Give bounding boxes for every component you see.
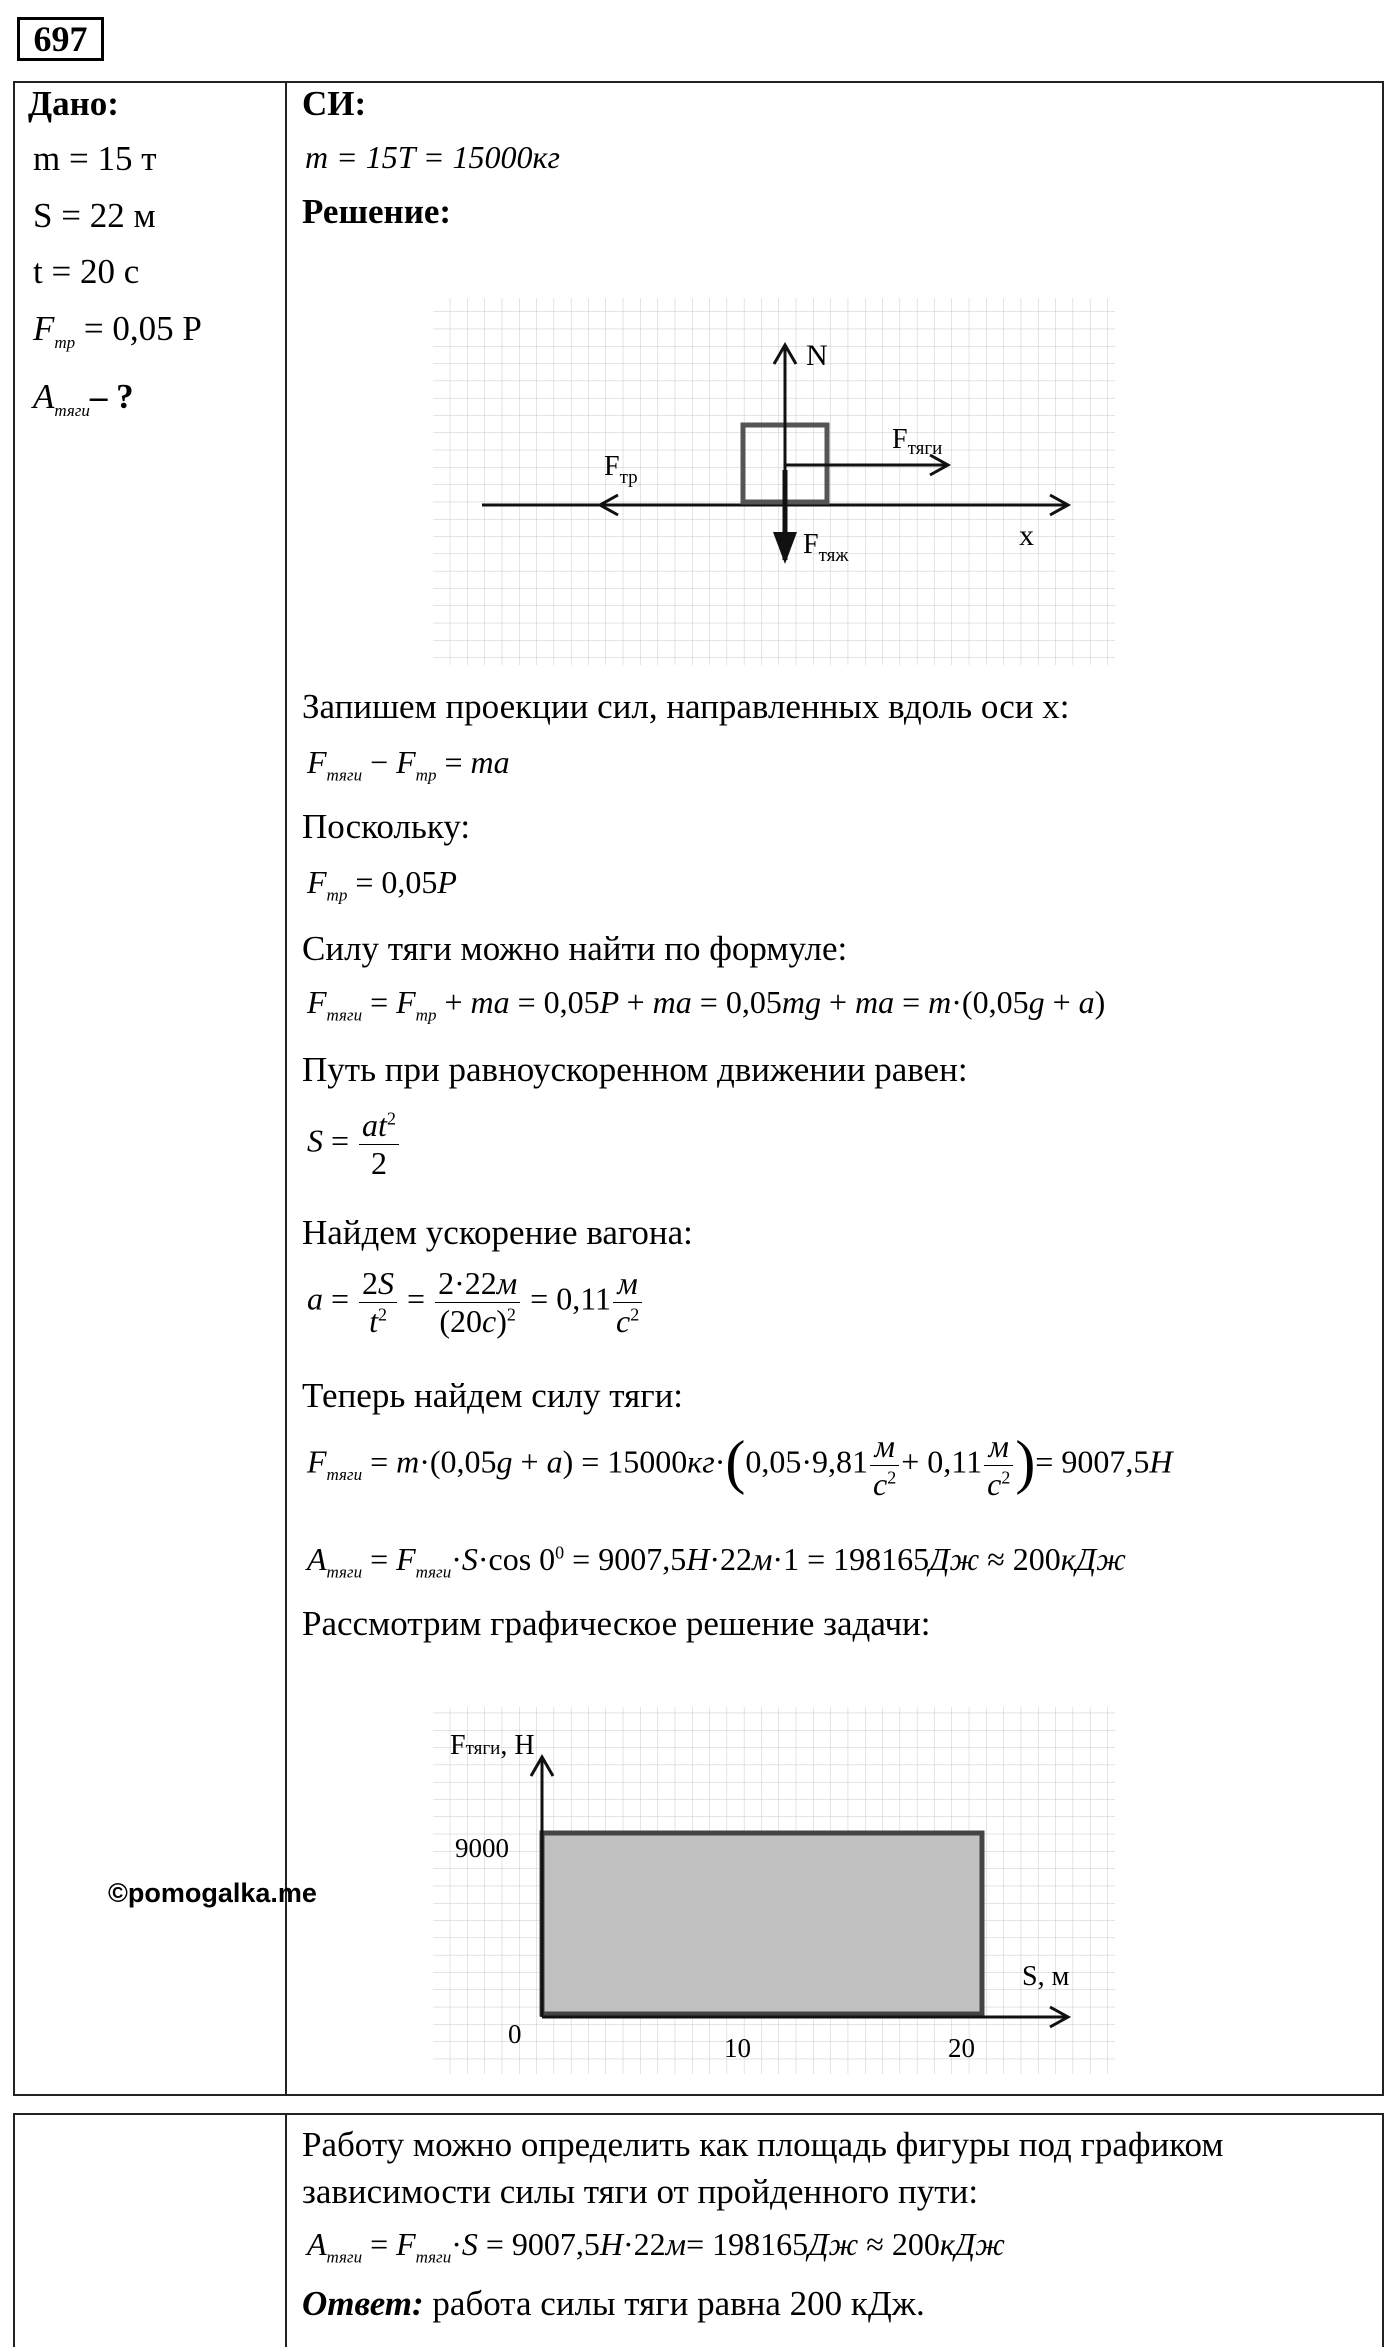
graph-x-label: S, м bbox=[1022, 1961, 1070, 1992]
friction-subscript: тр bbox=[54, 333, 76, 352]
tick-label-origin: 0 bbox=[508, 2019, 522, 2049]
friction-symbol: F bbox=[33, 309, 55, 348]
normal-force-label: N bbox=[806, 339, 828, 372]
formula-acceleration: a = $\frac{2S}{t^2}$ = $\frac{2\cdot 22м}{(20с)^2}$ = 0,11 $\frac{м}{с^2}$ bbox=[307, 1265, 644, 1340]
work-subscript: тяги bbox=[54, 401, 90, 420]
x-axis-label: x bbox=[1019, 519, 1034, 552]
gravity-symbol: F bbox=[803, 529, 819, 560]
column-divider-2 bbox=[285, 2113, 287, 2347]
solution-text-7: Рассмотрим графическое решение задачи: bbox=[302, 1604, 931, 1643]
formula-distance: S = $\frac{at^2}{2}$ bbox=[307, 1107, 401, 1182]
work-area-rectangle bbox=[542, 1833, 982, 2014]
solution-text-5: Найдем ускорение вагона: bbox=[302, 1213, 693, 1252]
solution-heading: Решение: bbox=[302, 192, 452, 231]
formula-thrust-general: $F_{тяги} = F_{тр}$ + ma = 0,05P + ma = 0,05mg + ma = m·(0,05g + a) bbox=[307, 984, 1106, 1025]
answer-text: работа силы тяги равна 200 кДж. bbox=[423, 2284, 925, 2323]
solution-text-4: Путь при равноускоренном движении равен: bbox=[302, 1050, 968, 1089]
given-heading: Дано: bbox=[28, 84, 119, 123]
graph-y-unit: , Н bbox=[500, 1730, 535, 1761]
answer-label: Ответ: bbox=[302, 2284, 424, 2323]
solution-text-3: Силу тяги можно найти по формуле: bbox=[302, 929, 848, 968]
work-symbol: A bbox=[33, 377, 55, 416]
problem-number: 697 bbox=[17, 17, 104, 61]
friction-force-symbol: F bbox=[604, 451, 620, 482]
friction-force-subscript: тр bbox=[619, 467, 638, 488]
gravity-subscript: тяж bbox=[818, 545, 849, 566]
given-time: t = 20 с bbox=[33, 252, 140, 291]
tick-label-20: 20 bbox=[948, 2033, 975, 2063]
si-conversion: m = 15T = 15000кг bbox=[305, 139, 560, 175]
solution-text-8a: Работу можно определить как площадь фигуры под графиком bbox=[302, 2125, 1224, 2164]
unknown-mark: – ? bbox=[89, 377, 134, 416]
solution-text-1: Запишем проекции сил, направленных вдоль оси x: bbox=[302, 687, 1070, 726]
formula-newton-projection: $F_{тяги} - F_{тр}$ = ma bbox=[307, 744, 510, 785]
watermark: ©pomogalka.me bbox=[108, 1878, 317, 1908]
solution-text-6: Теперь найдем силу тяги: bbox=[302, 1376, 684, 1415]
formula-friction: $F_{тр} = 0,05P$ bbox=[307, 864, 457, 905]
formula-work-graph: $A_{тяги} = F_{тяги}\cdot S = 9007,5Н\cdot 22м= 198165Дж \approx 200кДж$ bbox=[307, 2226, 1005, 2267]
thrust-symbol: F bbox=[892, 424, 908, 455]
friction-value: = 0,05 P bbox=[83, 309, 202, 348]
tick-label-9000: 9000 bbox=[455, 1833, 509, 1863]
formula-thrust-value: $F_{тяги} = m\cdot(0,05g + a) = 15000кг\cdot(0,05\cdot 9,81$ $\frac{м}{с^2}$ + 0,11 $\frac{м}{с^2}$ )= 9007,5Н bbox=[307, 1428, 1173, 1502]
tick-label-10: 10 bbox=[724, 2033, 751, 2063]
thrust-subscript: тяги bbox=[907, 438, 943, 459]
given-mass: m = 15 т bbox=[33, 139, 157, 178]
graph-y-subscript: тяги bbox=[465, 1738, 501, 1759]
graph-y-symbol: F bbox=[450, 1730, 466, 1761]
solution-text-8b: зависимости силы тяги от пройденного пути: bbox=[302, 2172, 979, 2211]
answer bbox=[302, 2285, 925, 2324]
formula-work: $A_{тяги} = F_{тяги}\cdot S\cdot\cos$ $0^0 = 9007,5Н\cdot 22м\cdot 1 = 198165Дж \approx 200кДж$ bbox=[307, 1541, 1126, 1582]
given-distance: S = 22 м bbox=[33, 196, 156, 235]
solution-text-2: Поскольку: bbox=[302, 807, 471, 846]
si-heading: СИ: bbox=[302, 84, 367, 123]
